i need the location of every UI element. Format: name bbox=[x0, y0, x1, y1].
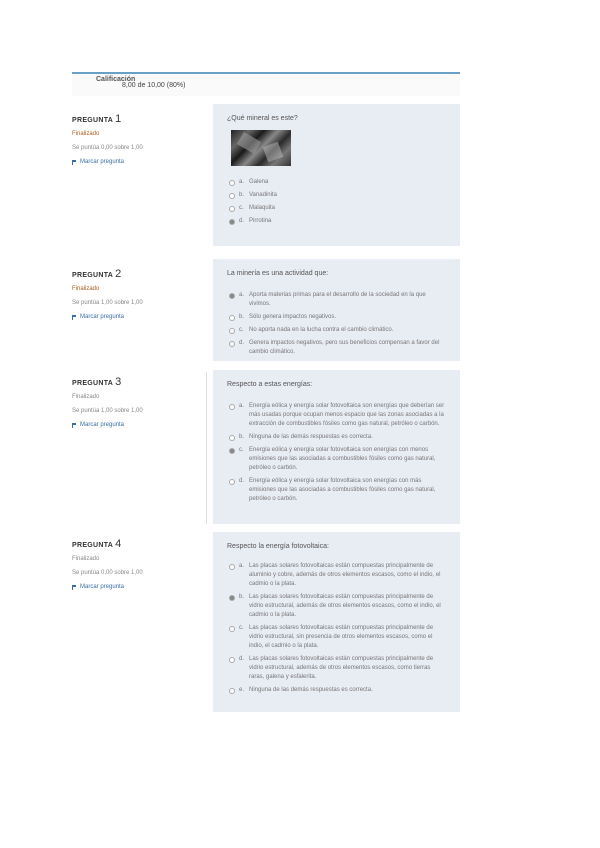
question-box-4 bbox=[213, 532, 460, 712]
radio-button[interactable] bbox=[229, 180, 235, 186]
question-title: PREGUNTA 3 bbox=[72, 376, 122, 388]
question-title: PREGUNTA 1 bbox=[72, 113, 122, 125]
question-text: La minería es una actividad que: bbox=[227, 270, 329, 277]
answer-option[interactable]: d. Energía eólica y energía solar fotovoltaica son energías con más emisiones que las asociadas a combustibles fósiles como gas natural, petróleo o carbón. bbox=[229, 477, 446, 504]
question-status: Finalizado bbox=[72, 131, 100, 137]
question-title: PREGUNTA 2 bbox=[72, 268, 122, 280]
question-points: Se puntúa 1,00 sobre 1,00 bbox=[72, 300, 143, 306]
answer-option[interactable]: d. Genera impactos negativos, pero sus beneficios compensan a favor del cambio climático. bbox=[229, 339, 446, 357]
radio-button[interactable] bbox=[229, 564, 235, 570]
question-points: Se puntúa 0,00 sobre 1,00 bbox=[72, 570, 143, 576]
answer-list bbox=[229, 178, 446, 226]
answer-option[interactable]: e. Ninguna de las demás respuestas es correcta. bbox=[229, 686, 446, 695]
question-status: Finalizado bbox=[72, 394, 100, 400]
radio-button-selected[interactable] bbox=[229, 448, 235, 454]
radio-button[interactable] bbox=[229, 435, 235, 441]
answer-option[interactable]: b. Las placas solares fotovoltaicas están compuestas principalmente de vidrio estructural, además de otros elementos escasos, como el indio, el cadmio o la plata. bbox=[229, 593, 446, 620]
answer-option[interactable]: c. Malaquita bbox=[229, 204, 446, 213]
question-title: PREGUNTA 4 bbox=[72, 538, 122, 550]
question-points: Se puntúa 1,00 sobre 1,00 bbox=[72, 408, 143, 414]
flag-icon bbox=[72, 585, 77, 590]
answer-list bbox=[229, 402, 446, 504]
answer-list bbox=[229, 562, 446, 695]
radio-button-selected[interactable] bbox=[229, 293, 235, 299]
answer-option[interactable]: a. Las placas solares fotovoltaicas están compuestas principalmente de aluminio y cobre, además de otros elementos escasos, como el indio, el cadmio o la plata. bbox=[229, 562, 446, 589]
radio-button[interactable] bbox=[229, 341, 235, 347]
question-info-2 bbox=[72, 268, 202, 320]
question-box-1 bbox=[213, 104, 460, 246]
answer-option[interactable]: b. Vanadinita bbox=[229, 191, 446, 200]
radio-button[interactable] bbox=[229, 479, 235, 485]
answer-option[interactable]: a. Aporta materias primas para el desarrollo de la sociedad en la que vivimos. bbox=[229, 291, 446, 309]
question-info-4 bbox=[72, 538, 202, 590]
answer-option[interactable]: b. Sólo genera impactos negativos. bbox=[229, 313, 446, 322]
answer-option[interactable]: c. Las placas solares fotovoltaicas están compuestas principalmente de vidrio estructural, sin presencia de otros elementos escasos, como el indio, el cadmio o la plata. bbox=[229, 624, 446, 651]
grade-value: 8,00 de 10,00 (80%) bbox=[122, 82, 186, 89]
radio-button[interactable] bbox=[229, 626, 235, 632]
question-number: 4 bbox=[115, 538, 122, 550]
mineral-image bbox=[231, 130, 291, 166]
question-status: Finalizado bbox=[72, 286, 100, 292]
question-text: Respecto a estas energías: bbox=[227, 381, 313, 388]
flag-icon bbox=[72, 160, 77, 165]
divider bbox=[206, 372, 207, 524]
answer-option[interactable]: a. Energía eólica y energía solar fotovoltaica son energías que deberían ser más usadas porque ocupan menos espacio que las zonas asociadas a la extracción de combustibles fósiles como gas natural, petróleo o carbón. bbox=[229, 402, 446, 429]
flag-icon bbox=[72, 315, 77, 320]
question-number: 3 bbox=[115, 376, 122, 388]
flag-question-link[interactable]: Marcar pregunta bbox=[72, 314, 202, 320]
flag-question-link[interactable]: Marcar pregunta bbox=[72, 422, 202, 428]
answer-option[interactable]: d. Las placas solares fotovoltaicas están compuestas principalmente de vidrio estructural, además de otros elementos escasos, como tierras raras, galena y esfalerita. bbox=[229, 655, 446, 682]
question-status: Finalizado bbox=[72, 556, 100, 562]
question-info-1 bbox=[72, 113, 202, 165]
answer-option[interactable]: c. Energía eólica y energía solar fotovoltaica son energías con menos emisiones que las asociadas a combustibles fósiles como gas natural, petróleo o carbón. bbox=[229, 446, 446, 473]
radio-button[interactable] bbox=[229, 315, 235, 321]
radio-button-selected[interactable] bbox=[229, 595, 235, 601]
grade-label: Calificación bbox=[96, 76, 136, 83]
question-text: ¿Qué mineral es este? bbox=[227, 115, 298, 122]
question-box-3 bbox=[213, 370, 460, 524]
radio-button[interactable] bbox=[229, 206, 235, 212]
radio-button[interactable] bbox=[229, 688, 235, 694]
question-box-2 bbox=[213, 259, 460, 361]
radio-button[interactable] bbox=[229, 328, 235, 334]
question-points: Se puntúa 0,00 sobre 1,00 bbox=[72, 145, 143, 151]
answer-option[interactable]: a. Galena bbox=[229, 178, 446, 187]
question-number: 1 bbox=[115, 113, 122, 125]
question-text: Respecto la energía fotovoltaica: bbox=[227, 543, 329, 550]
question-info-3 bbox=[72, 376, 202, 428]
radio-button-selected[interactable] bbox=[229, 219, 235, 225]
flag-question-link[interactable]: Marcar pregunta bbox=[72, 584, 202, 590]
flag-icon bbox=[72, 423, 77, 428]
radio-button[interactable] bbox=[229, 193, 235, 199]
answer-list bbox=[229, 291, 446, 357]
radio-button[interactable] bbox=[229, 404, 235, 410]
answer-option[interactable]: d. Pirrotina bbox=[229, 217, 446, 226]
question-number: 2 bbox=[115, 268, 122, 280]
answer-option[interactable]: b. Ninguna de las demás respuestas es correcta. bbox=[229, 433, 446, 442]
radio-button[interactable] bbox=[229, 657, 235, 663]
answer-option[interactable]: c. No aporta nada en la lucha contra el cambio climático. bbox=[229, 326, 446, 335]
flag-question-link[interactable]: Marcar pregunta bbox=[72, 159, 202, 165]
